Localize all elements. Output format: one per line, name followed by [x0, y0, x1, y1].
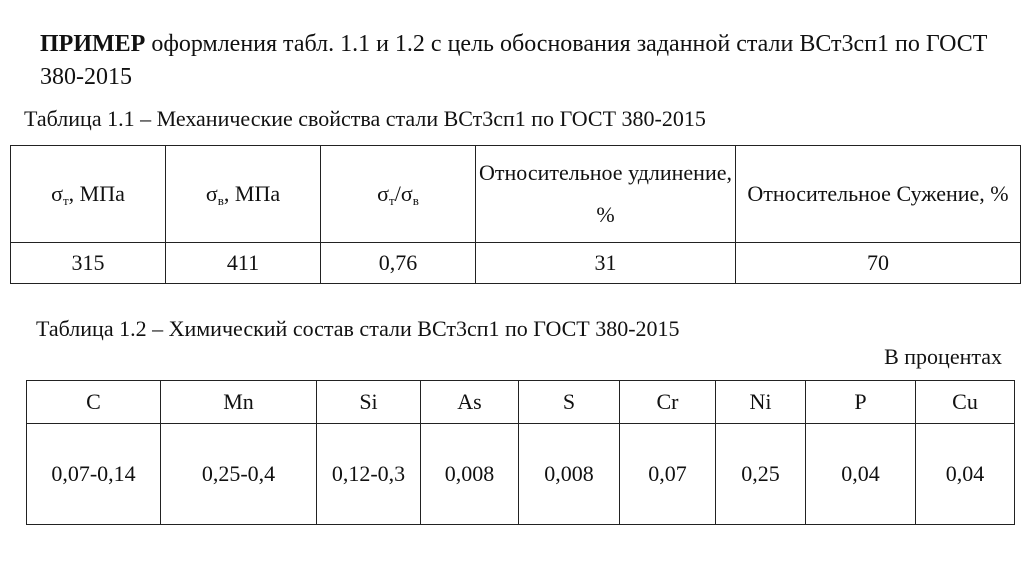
header-strength-ratio: $\sigma_т/\sigma_в$	[321, 146, 476, 243]
value-element-p: 0,04	[806, 424, 916, 525]
value-element-s: 0,008	[519, 424, 620, 525]
units-label: В процентах	[884, 344, 1002, 369]
value-element-mn: 0,25-0,4	[161, 424, 317, 525]
header-elongation: Относительное удлинение, %	[476, 146, 736, 243]
header-element-ni: Ni	[716, 381, 806, 424]
chemical-composition-table	[26, 380, 1015, 525]
header-element-as: As	[421, 381, 519, 424]
header-element-cr: Cr	[620, 381, 716, 424]
document-heading	[40, 28, 1000, 94]
value-element-as: 0,008	[421, 424, 519, 525]
value-element-si: 0,12-0,3	[317, 424, 421, 525]
heading-bold: ПРИМЕР	[40, 31, 146, 57]
heading-text: оформления табл. 1.1 и 1.2 с цель обоснования заданной стали ВСт3сп1 по ГОСТ 380-2015	[40, 31, 988, 90]
header-tensile-strength: $\sigma_в$, МПа	[166, 146, 321, 243]
table-header-row	[27, 381, 1015, 424]
table-row	[27, 424, 1015, 525]
value-element-ni: 0,25	[716, 424, 806, 525]
header-reduction: Относительное Сужение, %	[736, 146, 1021, 243]
table1-caption: Таблица 1.1 – Механические свойства стали ВСт3сп1 по ГОСТ 380-2015	[24, 106, 706, 131]
header-element-si: Si	[317, 381, 421, 424]
value-reduction: 70	[736, 243, 1021, 284]
value-element-c: 0,07-0,14	[27, 424, 161, 525]
table-row	[11, 243, 1021, 284]
value-elongation: 31	[476, 243, 736, 284]
header-element-p: P	[806, 381, 916, 424]
header-element-s: S	[519, 381, 620, 424]
header-yield-strength: $\sigma_т$, МПа	[11, 146, 166, 243]
table2-caption: Таблица 1.2 – Химический состав стали ВСт3сп1 по ГОСТ 380-2015	[36, 316, 680, 341]
mechanical-properties-table	[10, 145, 1021, 284]
value-tensile-strength: 411	[166, 243, 321, 284]
header-element-cu: Cu	[916, 381, 1015, 424]
value-yield-strength: 315	[11, 243, 166, 284]
value-element-cr: 0,07	[620, 424, 716, 525]
table-header-row	[11, 146, 1021, 243]
value-element-cu: 0,04	[916, 424, 1015, 525]
header-element-mn: Mn	[161, 381, 317, 424]
value-strength-ratio: 0,76	[321, 243, 476, 284]
header-element-c: C	[27, 381, 161, 424]
